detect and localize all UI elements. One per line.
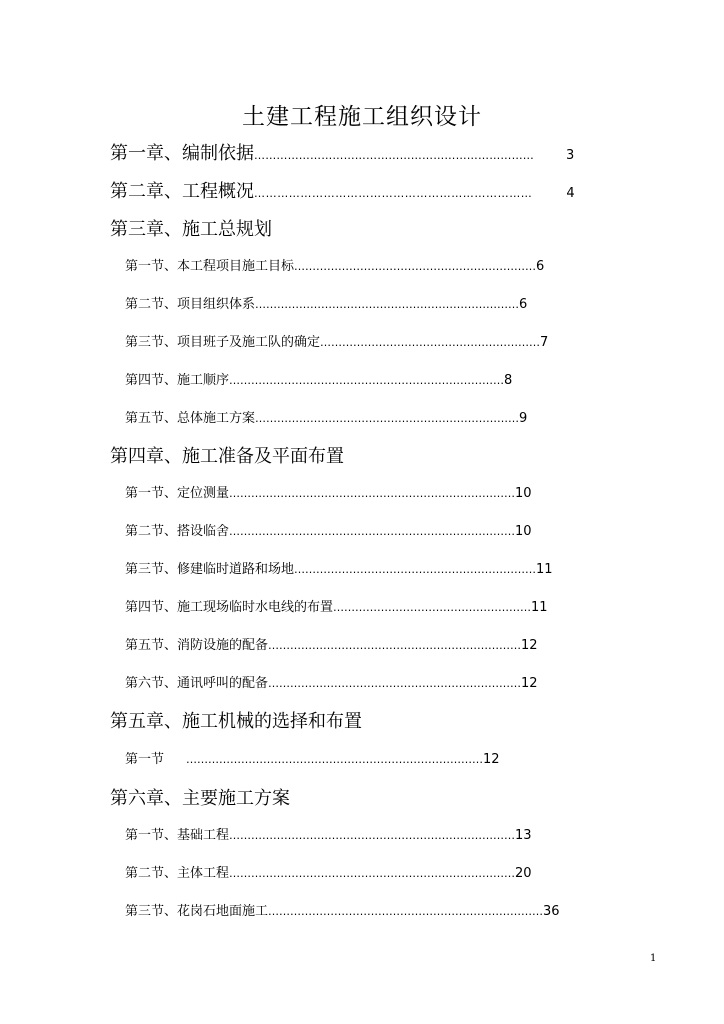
toc-entry-label: 第四章、施工准备及平面布置 <box>110 446 344 467</box>
toc-page-number: 11 <box>536 562 553 577</box>
toc-leader-dots: ……………………………………………………………… <box>255 298 520 311</box>
toc-entry-label: 第四节、施工现场临时水电线的布置 <box>125 600 334 615</box>
toc-page-number: 12 <box>483 752 500 767</box>
toc-leader-dots: ……………………………………………………………………… <box>186 753 484 766</box>
toc-chapter-5[interactable] <box>110 713 362 731</box>
document-title: 土建工程施工组织设计 <box>242 104 482 130</box>
toc-entry-label: 第五节、消防设施的配备 <box>125 638 269 653</box>
toc-leader-dots: ………………………………………………………… <box>294 260 537 273</box>
toc-entry-label: 第六节、通讯呼叫的配备 <box>125 676 269 691</box>
toc-chapter-6[interactable] <box>110 790 290 808</box>
page-number: 1 <box>650 953 657 964</box>
toc-entry-label: 第三节、花岗石地面施工 <box>125 904 269 919</box>
toc-entry-label: 第六章、主要施工方案 <box>110 788 290 809</box>
toc-chapter-2[interactable] <box>110 183 575 201</box>
toc-leader-dots: ……………………………………………………………… <box>254 187 533 200</box>
toc-section-6-3[interactable] <box>125 905 560 918</box>
toc-leader-dots: ………………………………………………………………… <box>229 374 505 387</box>
toc-section-3-5[interactable] <box>125 412 527 425</box>
toc-page-number: 12 <box>521 676 538 691</box>
toc-entry-label: 第五章、施工机械的选择和布置 <box>110 711 362 732</box>
toc-page-number: 36 <box>543 904 560 919</box>
toc-section-4-5[interactable] <box>125 639 538 652</box>
toc-chapter-3[interactable] <box>110 221 272 239</box>
toc-page-number: 4 <box>566 186 575 201</box>
toc-page-number: 6 <box>519 297 528 312</box>
toc-entry-label: 第四节、施工顺序 <box>125 373 230 388</box>
toc-page-number: 8 <box>504 373 513 388</box>
toc-entry-label: 第一节 <box>125 752 165 767</box>
toc-chapter-4[interactable] <box>110 448 344 466</box>
toc-leader-dots: ………………………………………………………………… <box>254 149 534 162</box>
toc-section-6-2[interactable] <box>125 867 532 880</box>
toc-section-4-4[interactable] <box>125 601 548 614</box>
toc-leader-dots: …………………………………………………… <box>320 336 541 349</box>
toc-section-4-2[interactable] <box>125 525 532 538</box>
toc-leader-dots: …………………………………………………………… <box>268 639 522 652</box>
toc-section-6-1[interactable] <box>125 829 532 842</box>
toc-page-number: 10 <box>515 524 532 539</box>
toc-section-3-3[interactable] <box>125 336 548 349</box>
toc-leader-dots: …………………………………………………………… <box>268 677 522 690</box>
toc-page-number: 3 <box>566 148 575 163</box>
toc-section-4-3[interactable] <box>125 563 553 576</box>
toc-leader-dots: …………………………………………………………………… <box>229 487 516 500</box>
toc-entry-label: 第一节、基础工程 <box>125 828 230 843</box>
toc-leader-dots: …………………………………………………………………… <box>229 525 516 538</box>
toc-entry-label: 第三节、项目班子及施工队的确定 <box>125 335 321 350</box>
toc-page-number: 9 <box>519 411 528 426</box>
toc-entry-label: 第五节、总体施工方案 <box>125 411 256 426</box>
toc-leader-dots: ………………………………………………………………… <box>268 905 544 918</box>
toc-entry-label: 第二节、项目组织体系 <box>125 297 256 312</box>
toc-chapter-1[interactable] <box>110 145 574 163</box>
toc-entry-label: 第二章、工程概况 <box>110 181 254 202</box>
toc-entry-label: 第三章、施工总规划 <box>110 219 272 240</box>
toc-leader-dots: …………………………………………………………………… <box>229 829 516 842</box>
toc-entry-label: 第二节、搭设临舍 <box>125 524 230 539</box>
toc-entry-label: 第二节、主体工程 <box>125 866 230 881</box>
toc-page-number: 12 <box>521 638 538 653</box>
toc-page-number: 11 <box>531 600 548 615</box>
toc-entry-label: 第一章、编制依据 <box>110 143 254 164</box>
toc-leader-dots: …………………………………………………………………… <box>229 867 516 880</box>
toc-page-number: 6 <box>536 259 545 274</box>
toc-section-4-6[interactable] <box>125 677 538 690</box>
toc-entry-label: 第一节、定位测量 <box>125 486 230 501</box>
toc-entry-label: 第三节、修建临时道路和场地 <box>125 562 295 577</box>
toc-page-number: 20 <box>515 866 532 881</box>
toc-entry-label: 第一节、本工程项目施工目标 <box>125 259 295 274</box>
toc-section-5-1[interactable] <box>125 753 500 766</box>
toc-section-3-1[interactable] <box>125 260 544 273</box>
toc-leader-dots: ………………………………………………………… <box>294 563 537 576</box>
toc-leader-dots: ……………………………………………… <box>333 601 532 614</box>
toc-page-number: 7 <box>540 335 549 350</box>
toc-leader-dots: ……………………………………………………………… <box>255 412 520 425</box>
toc-page-number: 10 <box>515 486 532 501</box>
toc-page-number: 13 <box>515 828 532 843</box>
toc-section-3-2[interactable] <box>125 298 527 311</box>
toc-section-4-1[interactable] <box>125 487 532 500</box>
toc-section-3-4[interactable] <box>125 374 512 387</box>
